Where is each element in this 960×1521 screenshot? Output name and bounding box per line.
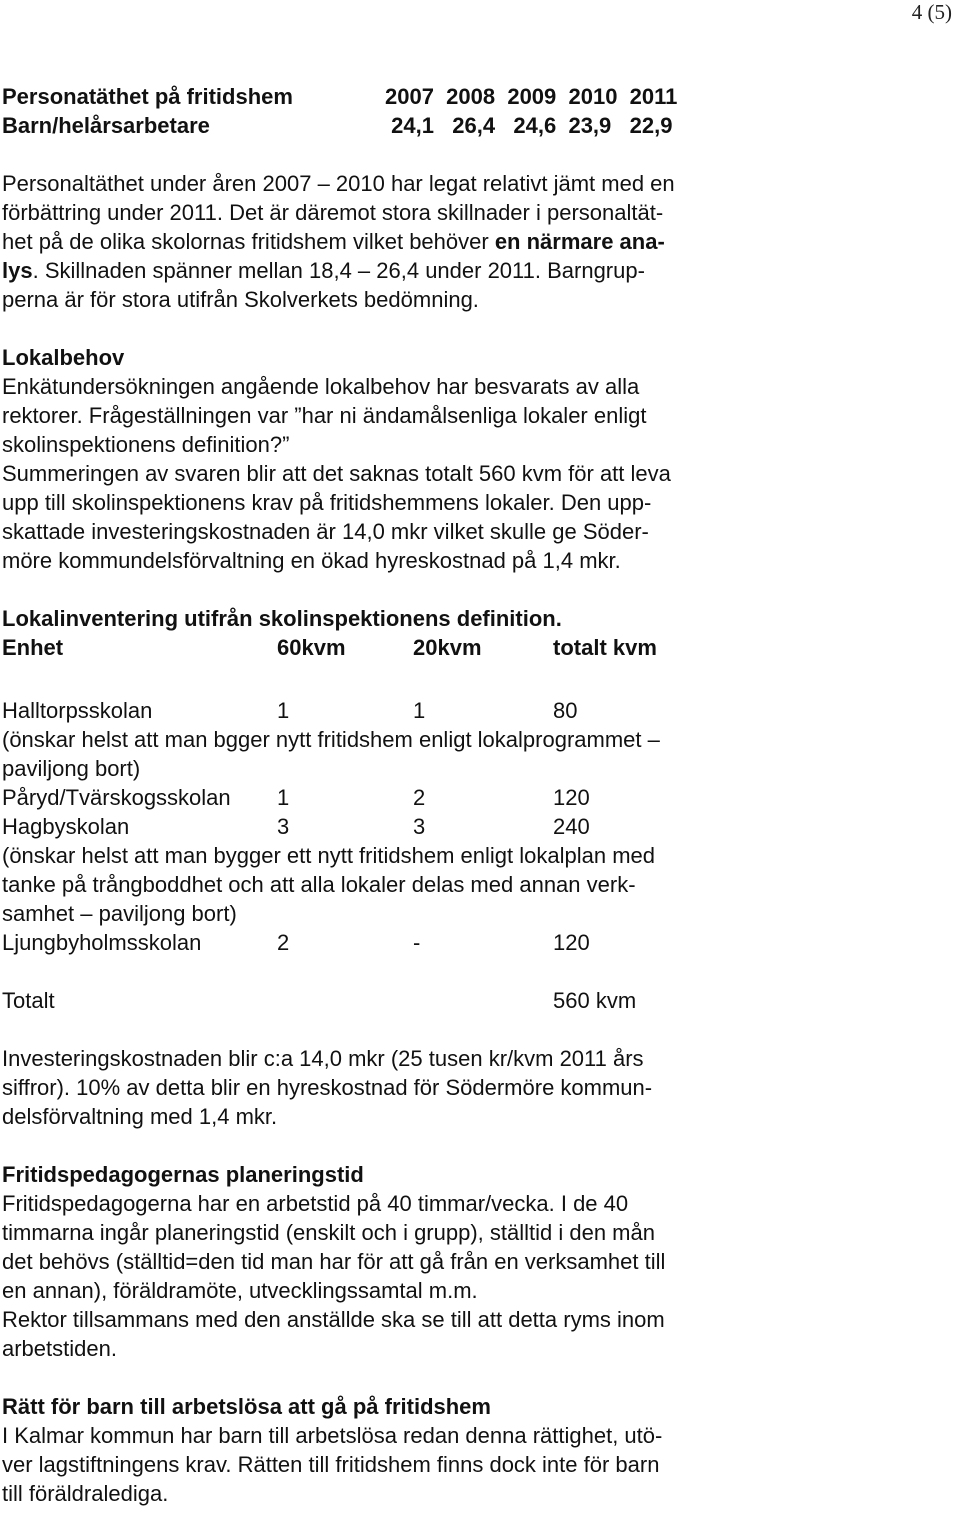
cell-20kvm: 3 <box>413 814 426 839</box>
text-line: timmarna ingår planeringstid (enskilt och i grupp), ställtid i den mån <box>2 1220 655 1245</box>
bold-text: en närmare ana- <box>494 229 665 254</box>
cell-20kvm: 1 <box>413 698 426 723</box>
row-note: tanke på trångboddhet och att alla lokaler delas med annan verk- <box>2 872 636 897</box>
text-line: upp till skolinspektionens krav på fritidshemmens lokaler. Den upp- <box>2 490 652 515</box>
cell-60kvm: 1 <box>277 785 290 810</box>
section-heading: Lokalinventering utifrån skolinspektionens definition. <box>2 606 562 631</box>
text-line: skattade investeringskostnaden är 14,0 mkr vilket skulle ge Söder- <box>2 519 649 544</box>
text-line: skolinspektionens definition?” <box>2 432 290 457</box>
spacer <box>2 662 952 691</box>
text-span: het på de olika skolornas fritidshem vilket behöver <box>2 229 495 254</box>
table-row <box>2 783 952 812</box>
section-arbetslosa <box>2 1392 952 1508</box>
section-lokalbehov <box>2 343 952 575</box>
cell-total: 240 <box>553 814 590 839</box>
table-row <box>2 928 952 957</box>
row-note: (önskar helst att man bgger nytt fritidshem enligt lokalprogrammet – <box>2 727 660 752</box>
cell-name: Hagbyskolan <box>2 814 130 839</box>
stats-years: 2007 2008 2009 2010 2011 <box>385 84 678 109</box>
table-row <box>2 696 952 725</box>
text-line: möre kommundelsförvaltning en ökad hyreskostnad på 1,4 mkr. <box>2 548 621 573</box>
text-line: en annan), föräldramöte, utvecklingssamtal m.m. <box>2 1278 478 1303</box>
cell-name: Ljungbyholmsskolan <box>2 930 202 955</box>
section-heading: Rätt för barn till arbetslösa att gå på fritidshem <box>2 1394 491 1419</box>
paragraph-investering <box>2 1044 952 1131</box>
spacer <box>2 1015 952 1044</box>
text-line <box>2 256 952 285</box>
table-header <box>2 633 952 662</box>
page-number: 4 (5) <box>911 0 952 24</box>
stats-label-ratio: Barn/helårsarbetare <box>2 113 210 138</box>
section-heading: Lokalbehov <box>2 345 125 370</box>
text-line: I Kalmar kommun har barn till arbetslösa redan denna rättighet, utö- <box>2 1423 663 1448</box>
stats-label-personnel: Personatäthet på fritidshem <box>2 84 293 109</box>
text-span: . Skillnaden spänner mellan 18,4 – 26,4 under 2011. Barngrup- <box>32 258 645 283</box>
spacer <box>2 314 952 343</box>
text-line: rektorer. Frågeställningen var ”har ni ändamålsenliga lokaler enligt <box>2 403 647 428</box>
row-note: paviljong bort) <box>2 756 141 781</box>
section-heading: Fritidspedagogernas planeringstid <box>2 1162 364 1187</box>
cell-total: 80 <box>553 698 578 723</box>
text-line: perna är för stora utifrån Skolverkets bedömning. <box>2 287 479 312</box>
bold-text: lys <box>2 258 33 283</box>
text-line: Rektor tillsammans med den anställde ska se till att detta ryms inom <box>2 1307 665 1332</box>
text-line: det behövs (ställtid=den tid man har för att gå från en verksamhet till <box>2 1249 666 1274</box>
section-planeringstid <box>2 1160 952 1363</box>
section-inventering <box>2 604 952 1015</box>
paragraph-personnel <box>2 169 952 314</box>
spacer <box>2 1131 952 1160</box>
cell-name: Halltorpsskolan <box>2 698 153 723</box>
cell-name: Påryd/Tvärskogsskolan <box>2 785 231 810</box>
text-line: Fritidspedagogerna har en arbetstid på 40 timmar/vecka. I de 40 <box>2 1191 629 1216</box>
spacer <box>2 575 952 604</box>
text-line: Summeringen av svaren blir att det saknas totalt 560 kvm för att leva <box>2 461 671 486</box>
column-header: 60kvm <box>277 635 346 660</box>
table-row <box>2 812 952 841</box>
text-line: siffror). 10% av detta blir en hyreskostnad för Södermöre kommun- <box>2 1075 653 1100</box>
total-value: 560 kvm <box>553 988 637 1013</box>
text-line: delsförvaltning med 1,4 mkr. <box>2 1104 278 1129</box>
total-label: Totalt <box>2 988 55 1013</box>
cell-total: 120 <box>553 930 590 955</box>
stats-row-ratio <box>2 111 952 140</box>
spacer <box>2 140 952 169</box>
text-line: till föräldralediga. <box>2 1481 169 1506</box>
cell-60kvm: 3 <box>277 814 290 839</box>
table-total-row <box>2 986 952 1015</box>
text-line <box>2 227 952 256</box>
cell-60kvm: 1 <box>277 698 290 723</box>
text-line: Personaltäthet under åren 2007 – 2010 har legat relativt jämt med en <box>2 171 675 196</box>
stats-row-years <box>2 82 952 111</box>
text-line: ver lagstiftningens krav. Rätten till fritidshem finns dock inte för barn <box>2 1452 660 1477</box>
text-line: Investeringskostnaden blir c:a 14,0 mkr (25 tusen kr/kvm 2011 års <box>2 1046 644 1071</box>
cell-20kvm: 2 <box>413 785 426 810</box>
text-line: arbetstiden. <box>2 1336 117 1361</box>
cell-60kvm: 2 <box>277 930 290 955</box>
document-body <box>2 82 952 1508</box>
column-header: totalt kvm <box>553 635 657 660</box>
cell-total: 120 <box>553 785 590 810</box>
spacer <box>2 1363 952 1392</box>
row-note: samhet – paviljong bort) <box>2 901 237 926</box>
column-header: 20kvm <box>413 635 482 660</box>
text-line: Enkätundersökningen angående lokalbehov har besvarats av alla <box>2 374 640 399</box>
cell-20kvm: - <box>413 930 421 955</box>
spacer <box>2 957 952 986</box>
text-line: förbättring under 2011. Det är däremot stora skillnader i personaltät- <box>2 200 664 225</box>
row-note: (önskar helst att man bygger ett nytt fritidshem enligt lokalplan med <box>2 843 655 868</box>
column-header: Enhet <box>2 635 64 660</box>
stats-ratio-values: 24,1 26,4 24,6 23,9 22,9 <box>385 113 673 138</box>
